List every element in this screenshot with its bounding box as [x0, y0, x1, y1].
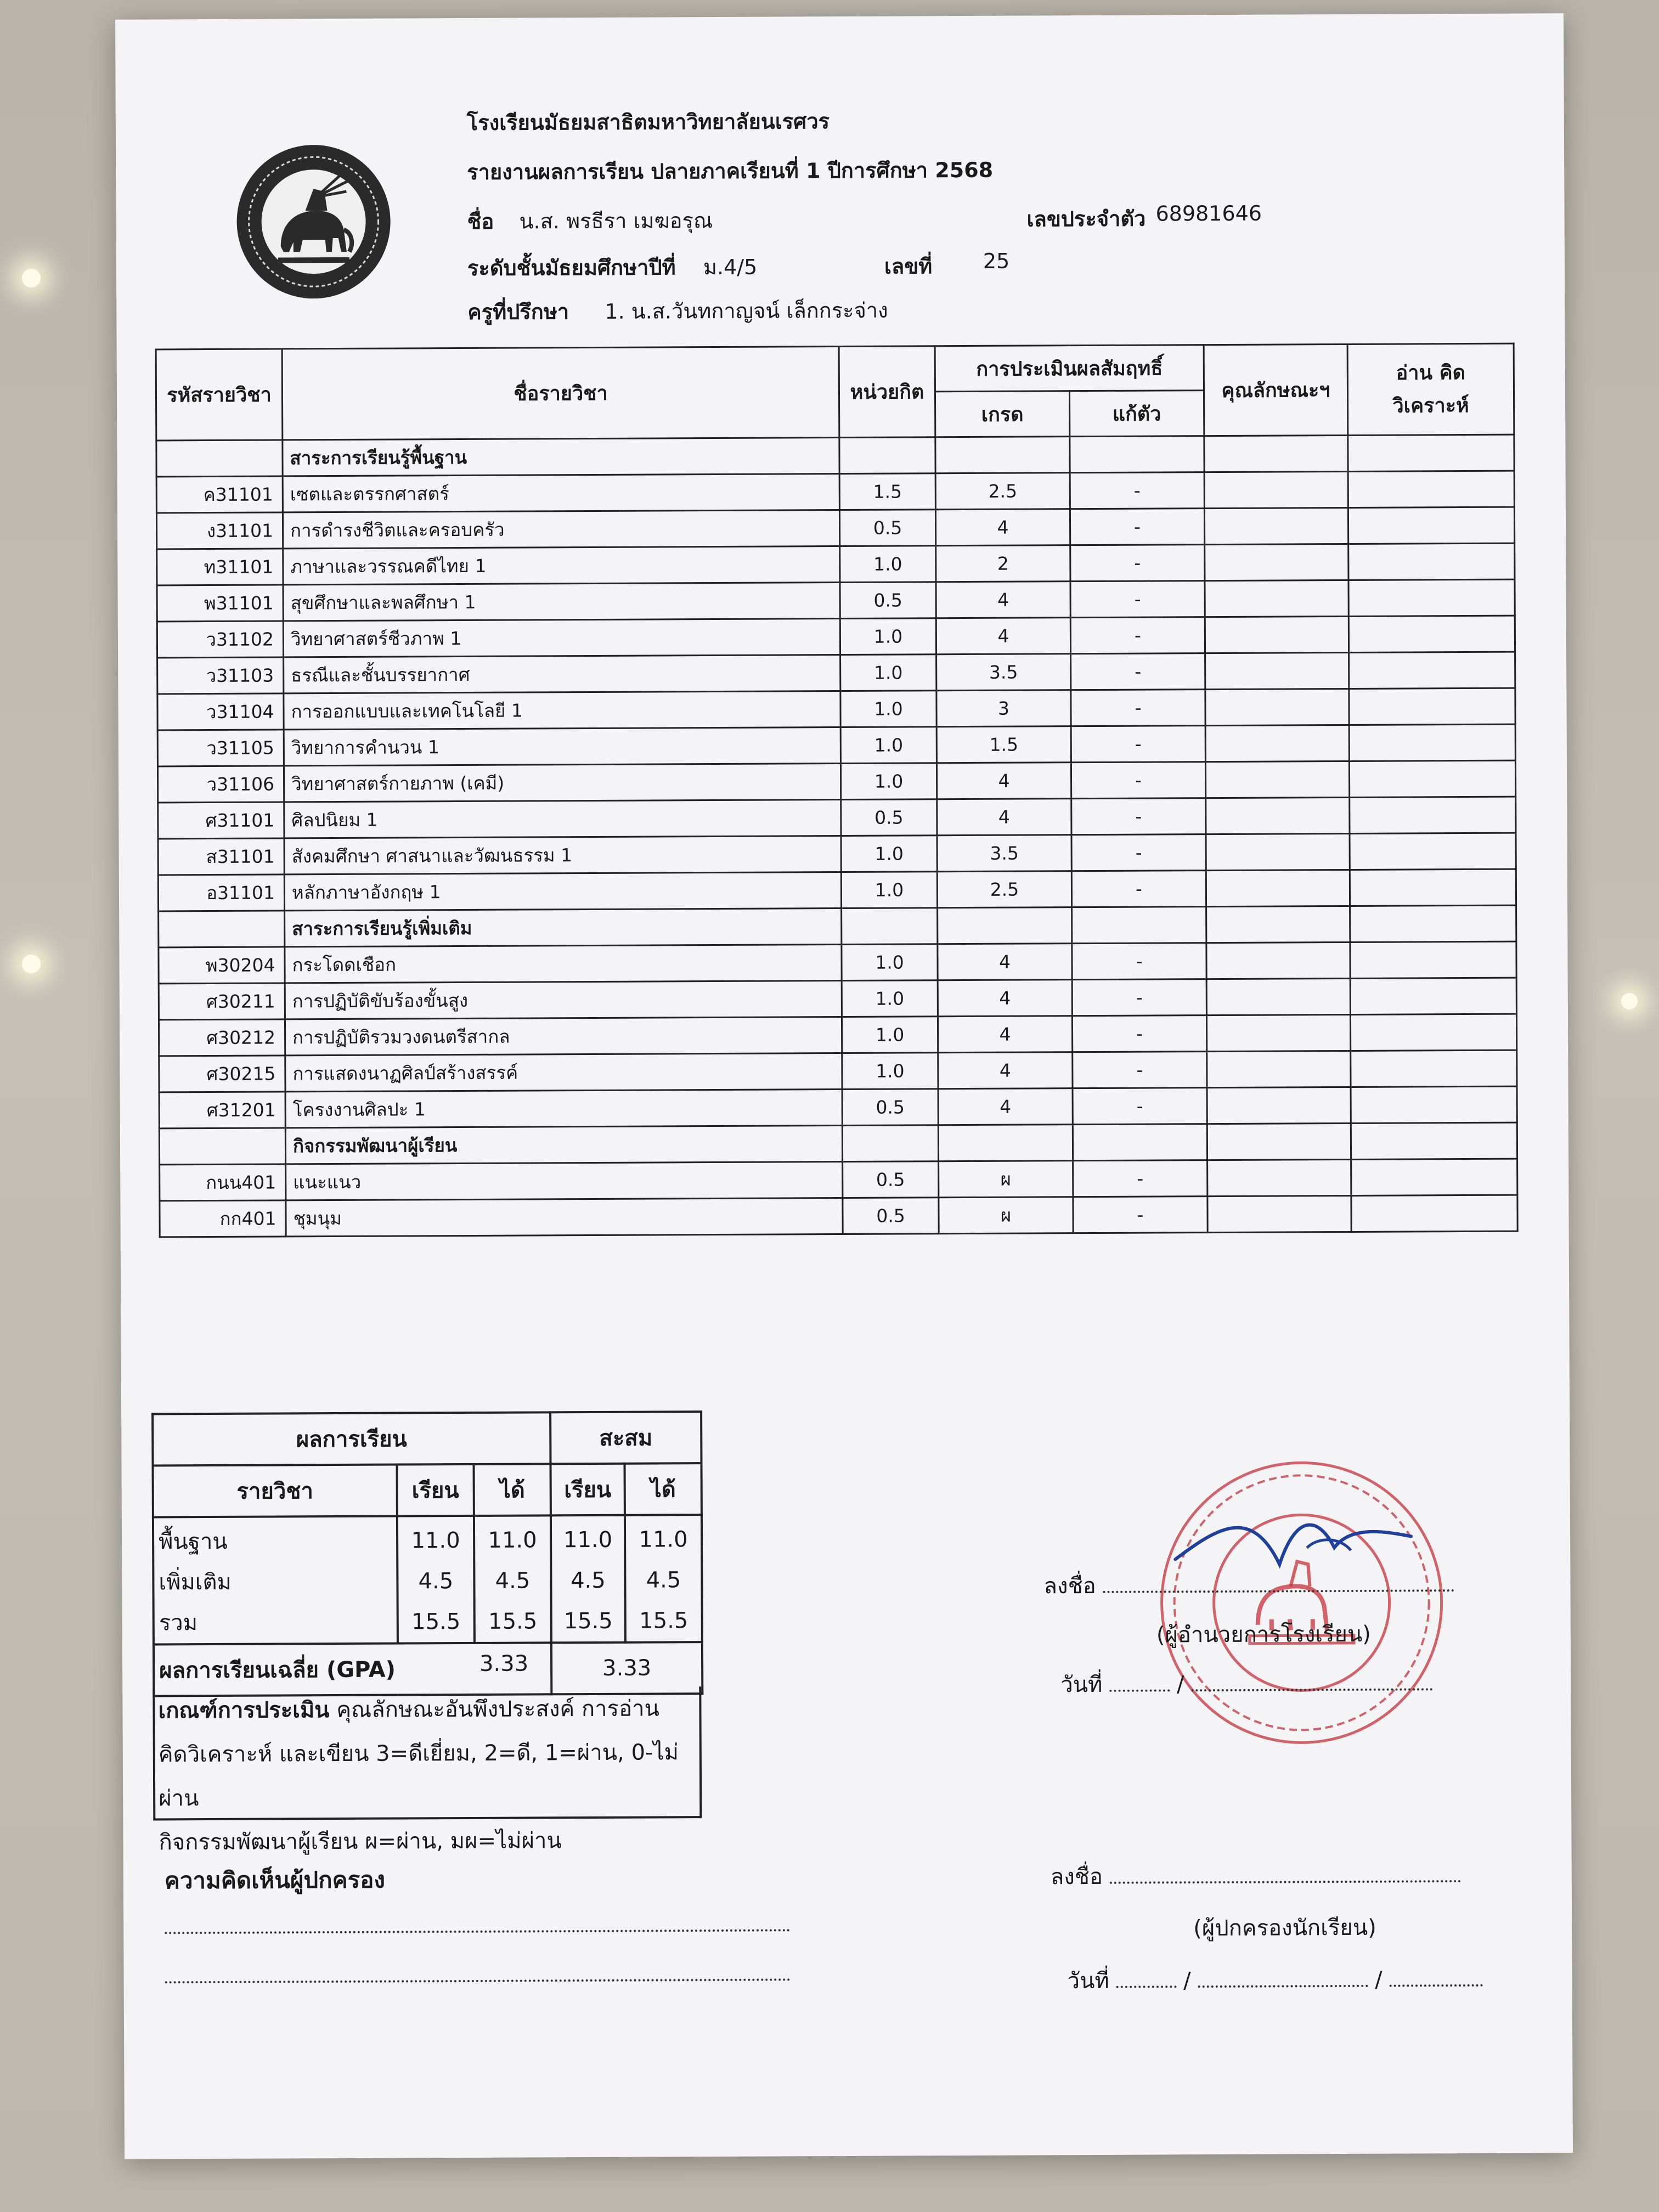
credit-value: 0.5	[839, 510, 935, 546]
empty-cell	[1073, 1124, 1207, 1161]
director-role: (ผู้อำนวยการโรงเรียน)	[1156, 1621, 1371, 1648]
character-cell	[1204, 471, 1348, 508]
value: 11.0	[488, 1527, 537, 1553]
fix-value: -	[1070, 472, 1204, 509]
credit-value: 1.0	[840, 654, 936, 691]
credit-value: 1.0	[840, 546, 936, 583]
subject-name: แนะแนว	[286, 1161, 843, 1200]
empty-cell	[1206, 906, 1350, 943]
grade-value: 4	[938, 980, 1072, 1017]
grade-value: 4	[938, 1088, 1073, 1125]
credit-value: 1.0	[840, 727, 936, 764]
reading-cell	[1350, 833, 1516, 870]
reading-cell	[1349, 760, 1515, 797]
header-character: คุณลักษณะฯ	[1204, 344, 1348, 436]
ceiling-light-reflection	[22, 955, 41, 973]
credit-value: 1.0	[840, 763, 936, 800]
grade-value: 2.5	[935, 473, 1070, 510]
criteria-box	[153, 1686, 702, 1855]
section-row	[156, 435, 1514, 477]
grade-value: 4	[936, 763, 1071, 799]
subject-code: ศ30215	[159, 1056, 285, 1092]
subject-code: พ30204	[159, 947, 285, 984]
grade-value: 4	[935, 509, 1070, 546]
reading-cell	[1351, 1195, 1517, 1232]
subject-name: โครงงานศิลปะ 1	[285, 1089, 842, 1127]
reading-cell	[1350, 1014, 1516, 1051]
fix-value: -	[1072, 979, 1206, 1016]
value: 4.5	[571, 1567, 606, 1594]
fix-value: -	[1072, 943, 1206, 980]
subject-name: วิทยาการคำนวน 1	[284, 727, 840, 766]
character-cell	[1205, 725, 1349, 761]
subject-name: การดำรงชีวิตและครอบครัว	[283, 510, 839, 549]
subject-code: ค31101	[156, 476, 283, 513]
date-dots	[1191, 1688, 1432, 1691]
parent-opinion-label: ความคิดเห็นผู้ปกครอง	[164, 1866, 386, 1894]
number-label: เลขที่	[884, 254, 933, 279]
table-row	[158, 797, 1516, 839]
date-dots	[1389, 1984, 1482, 1987]
subject-code: ง31101	[156, 512, 283, 549]
label-basic: พื้นฐาน	[159, 1528, 228, 1555]
table-row	[159, 1086, 1517, 1128]
value: 11.0	[411, 1528, 460, 1554]
empty-cell	[839, 437, 935, 474]
criteria-line1: คุณลักษณะอันพึงประสงค์ การอ่าน	[336, 1696, 659, 1723]
character-cell	[1206, 1014, 1350, 1051]
director-sign-line	[1043, 1566, 1454, 1603]
header-assessment: การประเมินผลสัมฤทธิ์	[935, 345, 1204, 392]
value: 15.5	[563, 1608, 613, 1634]
subject-code: ว31102	[157, 621, 283, 658]
subject-name: วิทยาศาสตร์ชีวภาพ 1	[283, 619, 840, 657]
grade-value: 4	[936, 618, 1070, 654]
empty-cell	[1207, 1123, 1351, 1160]
fix-value: -	[1073, 1160, 1207, 1197]
parent-role: (ผู้ปกครองนักเรียน)	[1193, 1915, 1376, 1942]
subject-code: ว31104	[157, 693, 284, 730]
empty-cell	[1070, 436, 1204, 473]
reading-cell	[1350, 978, 1516, 1014]
empty-cell	[159, 1128, 285, 1165]
summary-learn-header: เรียน	[397, 1464, 474, 1516]
credit-value: 1.0	[840, 618, 936, 655]
date-dots	[1109, 1689, 1170, 1691]
section-title: สาระการเรียนรู้เพิ่มเติม	[285, 908, 842, 946]
student-name: น.ส. พรธีรา เมฆอรุณ	[519, 208, 713, 234]
table-row	[159, 941, 1516, 984]
section-title: กิจกรรมพัฒนาผู้เรียน	[285, 1125, 842, 1164]
label-additional: เพิ่มเติม	[159, 1569, 232, 1595]
criteria-line3: กิจกรรมพัฒนาผู้เรียน ผ=ผ่าน, มผ=ไม่ผ่าน	[159, 1828, 562, 1855]
credit-value: 0.5	[843, 1198, 939, 1234]
grade-value: ผ	[939, 1161, 1073, 1198]
school-name: โรงเรียนมัธยมสาธิตมหาวิทยาลัยนเรศวร	[466, 109, 830, 135]
signature-dots	[1103, 1589, 1454, 1593]
character-cell	[1206, 942, 1350, 979]
value: 11.0	[563, 1527, 613, 1553]
criteria-line2: คิดวิเคราะห์ และเขียน 3=ดีเยี่ยม, 2=ดี, 1=ผ่าน, 0-ไม่ผ่าน	[158, 1740, 679, 1812]
credit-value: 1.0	[841, 836, 937, 872]
subject-code: ศ30211	[159, 983, 285, 1020]
subject-name: การปฏิบัติขับร้องขั้นสูง	[285, 980, 842, 1019]
date-slash: /	[1183, 1968, 1191, 1994]
reading-cell	[1349, 724, 1515, 761]
character-cell	[1205, 580, 1348, 617]
credit-value: 0.5	[840, 582, 936, 619]
gpa-label: ผลการเรียนเฉลี่ย (GPA)	[159, 1657, 396, 1684]
advisor-label: ครูที่ปรึกษา	[467, 300, 569, 324]
grade-value: ผ	[939, 1197, 1073, 1234]
criteria-label: เกณฑ์การประเมิน	[158, 1697, 330, 1724]
student-id: 68981646	[1155, 201, 1262, 226]
reading-cell	[1350, 941, 1516, 978]
table-row	[159, 1050, 1517, 1092]
table-row	[159, 1014, 1516, 1056]
table-row	[158, 869, 1516, 911]
value: 4.5	[495, 1568, 531, 1594]
school-stamp	[1153, 1454, 1450, 1751]
credit-value: 0.5	[842, 1089, 938, 1126]
gpa-cumulative: 3.33	[551, 1642, 702, 1694]
summary-cum-got-header: ได้	[625, 1463, 702, 1515]
table-row	[157, 579, 1515, 622]
table-row	[160, 1195, 1517, 1237]
character-cell	[1206, 870, 1350, 906]
gpa-value: 3.33	[479, 1651, 529, 1677]
grade-value: 1.5	[936, 726, 1071, 763]
subject-code: กก401	[160, 1200, 286, 1237]
subject-name: วิทยาศาสตร์กายภาพ (เคมี)	[284, 764, 840, 802]
credit-value: 1.0	[842, 1053, 938, 1090]
date-dots	[1198, 1985, 1368, 1988]
parent-sign-line	[1051, 1857, 1461, 1894]
reading-cell	[1350, 797, 1516, 833]
table-row	[157, 688, 1515, 730]
fix-value: -	[1072, 1015, 1206, 1052]
empty-cell	[159, 911, 285, 947]
header-grade: เกรด	[935, 391, 1069, 437]
character-cell	[1205, 761, 1349, 798]
value: 15.5	[639, 1608, 689, 1634]
director-date-line	[1060, 1665, 1432, 1702]
table-row	[158, 833, 1516, 875]
table-row	[159, 978, 1516, 1020]
report-title: รายงานผลการเรียน ปลายภาคเรียนที่ 1 ปีการศึกษา 2568	[467, 157, 994, 184]
grade-value: 4	[937, 799, 1071, 836]
credit-value: 1.5	[839, 473, 935, 510]
date-slash: /	[1176, 1672, 1184, 1697]
header-credit: หน่วยกิต	[839, 346, 935, 438]
value: 15.5	[411, 1609, 461, 1635]
character-cell	[1206, 978, 1350, 1015]
subject-code: ศ31101	[158, 802, 284, 839]
reading-cell	[1348, 507, 1514, 544]
table-row	[157, 616, 1515, 658]
table-row	[157, 652, 1515, 694]
credit-value: 1.0	[842, 1017, 938, 1053]
section-title: สาระการเรียนรู้พื้นฐาน	[283, 438, 839, 476]
fix-value: -	[1071, 653, 1205, 690]
subject-code: พ31101	[157, 585, 283, 622]
grade-value: 2	[936, 545, 1070, 582]
table-row	[157, 543, 1515, 585]
label-total: รวม	[159, 1610, 198, 1636]
empty-cell	[842, 908, 938, 945]
grade-value: 4	[938, 944, 1072, 980]
character-cell	[1206, 797, 1350, 834]
subject-name: ธรณีและชั้นบรรยากาศ	[284, 655, 840, 693]
character-cell	[1207, 1087, 1351, 1124]
character-cell	[1207, 1195, 1351, 1232]
fix-value: -	[1071, 798, 1206, 835]
credit-value: 1.0	[841, 872, 937, 909]
fix-value: -	[1071, 726, 1205, 763]
table-row	[156, 507, 1514, 549]
fix-value: -	[1073, 1088, 1207, 1125]
header-code: รหัสรายวิชา	[156, 349, 283, 441]
subject-name: การปฏิบัติรวมวงดนตรีสากล	[285, 1017, 842, 1055]
ceiling-light-reflection	[22, 269, 41, 287]
opinion-line-1	[165, 1923, 790, 1936]
character-cell	[1206, 833, 1350, 870]
subject-name: สุขศึกษาและพลศึกษา 1	[283, 583, 840, 621]
subject-name: หลักภาษาอังกฤษ 1	[284, 872, 841, 911]
fix-value: -	[1071, 690, 1205, 726]
fix-value: -	[1070, 509, 1204, 545]
summary-result-header: ผลการเรียน	[153, 1412, 550, 1465]
empty-cell	[1351, 1122, 1517, 1159]
summary-got-values	[474, 1515, 551, 1643]
value: 15.5	[488, 1609, 538, 1634]
table-row	[157, 760, 1515, 803]
student-id-label: เลขประจำตัว	[1026, 206, 1146, 232]
reading-cell	[1349, 652, 1515, 689]
table-row	[156, 471, 1514, 513]
subject-name: การออกแบบและเทคโนโลยี 1	[284, 691, 840, 730]
empty-cell	[938, 907, 1072, 944]
value: 4.5	[418, 1568, 454, 1594]
table-row	[157, 724, 1515, 766]
grade-value: 4	[936, 582, 1070, 618]
character-cell	[1207, 1159, 1351, 1196]
name-label: ชื่อ	[467, 209, 494, 234]
reading-cell	[1350, 869, 1516, 906]
subject-name: ชุมนุม	[286, 1198, 843, 1236]
school-logo	[234, 142, 393, 302]
character-cell	[1205, 652, 1349, 689]
subject-code: กนน401	[160, 1164, 286, 1201]
date-slash: /	[1375, 1967, 1383, 1993]
reading-cell	[1348, 616, 1515, 652]
opinion-line-2	[165, 1972, 791, 1985]
fix-value: -	[1070, 581, 1205, 618]
report-card-paper	[115, 13, 1573, 2159]
summary-cum-learn-values	[551, 1515, 625, 1643]
date-label: วันที่	[1067, 1968, 1109, 1994]
empty-cell	[935, 437, 1070, 473]
subject-name: เซตและตรรกศาสตร์	[283, 474, 839, 512]
summary-cum-learn-header: เรียน	[551, 1464, 625, 1516]
empty-cell	[1204, 435, 1348, 472]
subject-code: ศ31201	[159, 1092, 285, 1128]
header-fix: แก้ตัว	[1069, 391, 1204, 437]
credit-value: 0.5	[843, 1161, 939, 1198]
fix-value: -	[1071, 871, 1206, 907]
section-row	[159, 905, 1516, 947]
character-cell	[1205, 689, 1349, 725]
date-dots	[1116, 1985, 1177, 1988]
subject-name: การแสดงนาฏศิลป์สร้างสรรค์	[285, 1053, 842, 1091]
fix-value: -	[1070, 617, 1205, 654]
character-cell	[1205, 616, 1348, 653]
empty-cell	[842, 1125, 938, 1162]
date-label: วันที่	[1060, 1672, 1103, 1698]
header-subject: ชื่อรายวิชา	[282, 347, 839, 440]
reading-cell	[1348, 543, 1515, 580]
summary-labels	[153, 1516, 398, 1645]
subject-name: สังคมศึกษา ศาสนาและวัฒนธรรม 1	[284, 836, 841, 874]
header-reading: อ่าน คิด วิเคราะห์	[1347, 343, 1514, 435]
sign-label: ลงชื่อ	[1043, 1573, 1096, 1599]
subject-code: ศ30212	[159, 1019, 285, 1056]
character-cell	[1207, 1051, 1351, 1087]
credit-value: 1.0	[842, 980, 938, 1017]
fix-value: -	[1073, 1052, 1207, 1088]
empty-cell	[1350, 905, 1516, 942]
empty-cell	[1072, 907, 1206, 944]
advisor-name: 1. น.ส.วันทกาญจน์ เล็กกระจ่าง	[605, 298, 888, 324]
grade-value: 2.5	[937, 871, 1071, 908]
ceiling-light-reflection	[1621, 993, 1638, 1009]
summary-table	[151, 1410, 703, 1697]
grade-value: 4	[938, 1052, 1073, 1089]
empty-cell	[1348, 435, 1514, 471]
table-row	[160, 1159, 1517, 1201]
signature-dots	[1110, 1880, 1461, 1884]
empty-cell	[156, 440, 283, 477]
subject-code: ว31105	[157, 730, 284, 766]
reading-cell	[1351, 1086, 1517, 1123]
student-number: 25	[983, 249, 1010, 273]
fix-value: -	[1071, 834, 1206, 871]
subject-name: กระโดดเชือก	[285, 944, 842, 983]
reading-cell	[1351, 1159, 1517, 1195]
summary-subject-header: รายวิชา	[153, 1465, 397, 1517]
subject-code: อ31101	[158, 874, 284, 911]
subject-name: ภาษาและวรรณคดีไทย 1	[283, 546, 840, 585]
credit-value: 0.5	[841, 799, 937, 836]
value: 11.0	[639, 1527, 688, 1553]
empty-cell	[938, 1125, 1073, 1161]
grades-table	[155, 343, 1519, 1238]
grade-value: 4	[938, 1016, 1072, 1053]
subject-code: ว31106	[157, 766, 284, 803]
fix-value: -	[1073, 1197, 1207, 1233]
fix-value: -	[1070, 545, 1205, 582]
level-label: ระดับชั้นมัธยมศึกษาปีที่	[467, 255, 676, 280]
summary-cum-got-values	[625, 1515, 702, 1643]
class-level: ม.4/5	[703, 255, 758, 280]
value: 4.5	[646, 1567, 681, 1593]
summary-got-header: ได้	[474, 1464, 551, 1516]
character-cell	[1204, 507, 1348, 544]
subject-name: ศิลปนิยม 1	[284, 800, 841, 838]
reading-cell	[1351, 1050, 1517, 1087]
credit-value: 1.0	[842, 944, 938, 981]
parent-date-line	[1067, 1961, 1482, 1998]
summary-learn-values	[397, 1516, 475, 1644]
fix-value: -	[1071, 762, 1205, 799]
credit-value: 1.0	[840, 691, 936, 727]
summary-cumulative-header: สะสม	[550, 1412, 701, 1464]
subject-code: ท31101	[157, 549, 283, 585]
reading-cell	[1349, 688, 1515, 725]
grade-value: 3	[936, 690, 1071, 727]
subject-code: ส31101	[158, 838, 284, 875]
subject-code: ว31103	[157, 657, 284, 694]
sign-label: ลงชื่อ	[1050, 1864, 1103, 1890]
character-cell	[1205, 544, 1348, 580]
section-row	[159, 1122, 1517, 1165]
reading-cell	[1348, 579, 1515, 616]
grade-value: 3.5	[937, 835, 1071, 872]
reading-cell	[1348, 471, 1514, 507]
grade-value: 3.5	[936, 654, 1071, 691]
